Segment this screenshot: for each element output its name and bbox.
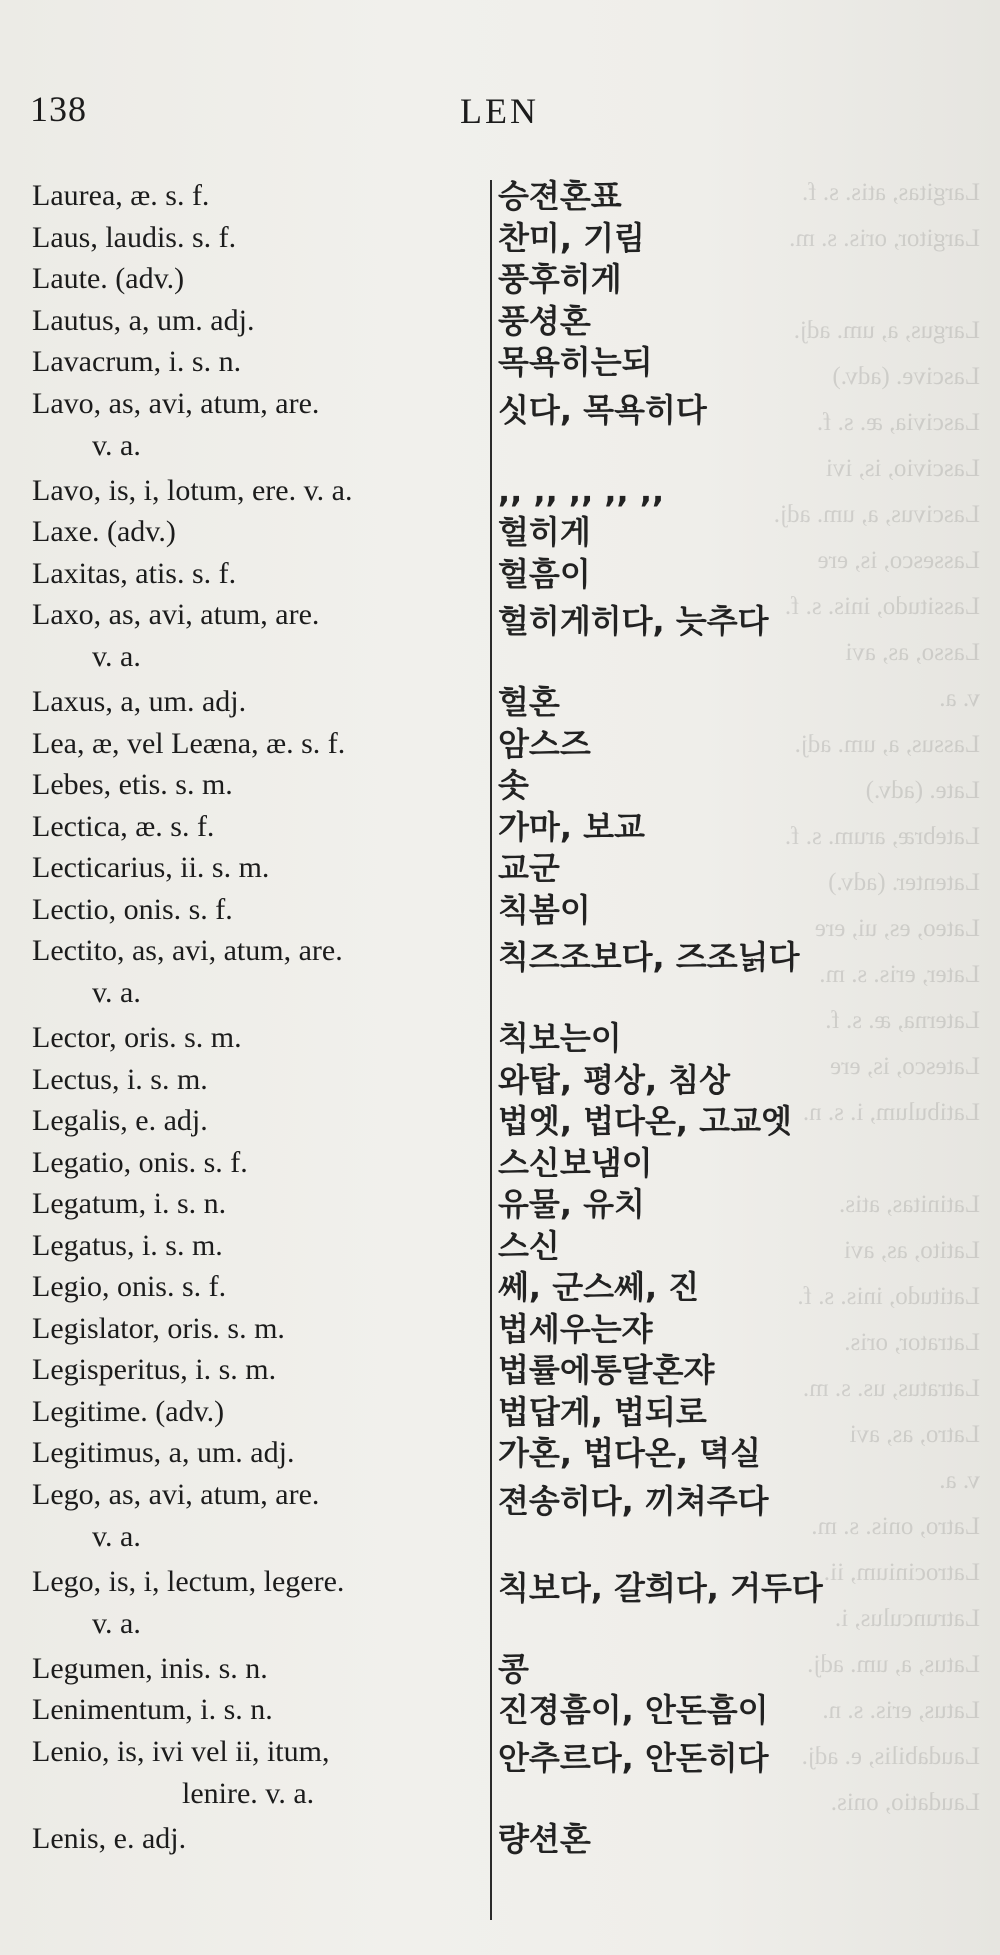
latin-text: Lenio, is, ivi vel ii, itum, <box>32 1734 330 1768</box>
latin-headword <box>32 594 487 678</box>
latin-headword <box>32 1561 487 1645</box>
latin-headword <box>32 1432 487 1474</box>
latin-headword <box>32 764 487 806</box>
latin-text: Lebes, etis. s. m. <box>32 768 233 801</box>
latin-text: Lectus, i. s. m. <box>32 1062 208 1096</box>
latin-text: Legatio, onis. s. f. <box>32 1145 248 1179</box>
korean-gloss: 법세우는쟈 <box>498 1309 653 1348</box>
latin-text: Lectito, as, avi, atum, are. <box>32 934 343 967</box>
korean-gloss: 풍후히게 <box>498 260 622 298</box>
latin-text: Lavo, as, avi, atum, are. <box>32 386 320 420</box>
latin-text: Lecticarius, ii. s. m. <box>32 851 270 884</box>
korean-gloss: 교군 <box>498 849 560 887</box>
latin-headword <box>32 1266 487 1308</box>
korean-gloss: 가마, 보교 <box>498 807 645 846</box>
latin-text: Legumen, inis. s. n. <box>32 1651 268 1685</box>
korean-gloss: 와탑, 평상, 침상 <box>498 1060 731 1099</box>
latin-headword <box>32 341 487 383</box>
latin-text: Legisperitus, i. s. m. <box>32 1353 277 1386</box>
korean-gloss: 법엣, 법다온, 고교엣 <box>498 1102 792 1140</box>
latin-text: Lenimentum, i. s. n. <box>32 1693 273 1726</box>
korean-gloss: 풍셩혼 <box>498 301 591 340</box>
latin-text: Lego, as, avi, atum, are. <box>32 1477 320 1511</box>
latin-text: Lego, is, i, lectum, legere. <box>32 1564 345 1598</box>
page-number: 138 <box>30 89 87 129</box>
korean-gloss: 법률에통달혼쟈 <box>498 1351 715 1389</box>
korean-gloss: 찬미, 기림 <box>498 218 645 257</box>
korean-gloss: 헐히게 <box>498 513 591 551</box>
latin-text: Lautus, a, um. adj. <box>32 303 255 337</box>
korean-gloss: 싯다, 목욕히다 <box>498 390 707 429</box>
bleed-through-text: Largitas, atis. s. f. Largitor, oris. s. m. Largus, a, um. adj. Lascive. (adv.) Lascivia, æ. s. f. Lascivio, is, ivi Lascivus, a, um. adj. Lassesco, is, ere Lassitudo, inis. s. f. Lasso, as, avi v. a. Lassus, a, um. adj. Late. (adv.) Latebræ, arum. s. f. Latenter. (adv.) Lateo, es, ui, ere Later, eris. s. m. Laterna, æ. s. f. Latesco, is, ere Latibulum, i. s. n. Latinitas, atis. Latito, as, avi Latitudo, inis. s. f. Latrator, oris. Latratus, us. s. m. Latro, as, avi v. a. Latro, onis. s. m. Latrocinium, ii. Latrunculus, i. Latus, a, um. adj. Latus, eris. s. n. Laudabilis, e. adj. Laudatio, onis. <box>773 179 980 1816</box>
latin-continuation: v. a. <box>92 976 141 1009</box>
latin-text: Legatum, i. s. n. <box>32 1187 227 1220</box>
latin-headword <box>32 1731 487 1815</box>
latin-text: Laute. (adv.) <box>32 262 185 295</box>
latin-text: Legalis, e. adj. <box>32 1104 208 1137</box>
korean-gloss: 진졍흠이, 안돈흠이 <box>498 1691 769 1729</box>
latin-headword <box>32 1225 487 1267</box>
korean-gloss: 헐혼 <box>498 683 560 721</box>
korean-gloss: 칙보다, 갈희다, 거두다 <box>498 1568 823 1607</box>
latin-headword <box>32 930 487 1014</box>
latin-headword <box>32 847 487 889</box>
latin-headword <box>32 1818 487 1860</box>
latin-headword <box>32 470 487 512</box>
latin-text: Legatus, i. s. m. <box>32 1228 223 1262</box>
latin-headword <box>32 1183 487 1225</box>
latin-headword <box>32 1308 487 1350</box>
latin-text: Legio, onis. s. f. <box>32 1270 227 1303</box>
korean-gloss: 쎄, 군스쎄, 진 <box>498 1268 700 1306</box>
korean-gloss: 헐히게히다, 늣추다 <box>498 602 769 640</box>
latin-headword <box>32 258 487 300</box>
latin-headword <box>32 681 487 723</box>
latin-text: Laxus, a, um. adj. <box>32 685 247 718</box>
latin-headword <box>32 1059 487 1101</box>
latin-text: Lectica, æ. s. f. <box>32 809 215 843</box>
korean-gloss: 스신 <box>498 1226 560 1265</box>
korean-gloss: 칙보는이 <box>498 1019 622 1057</box>
latin-continuation: v. a. <box>92 1519 141 1553</box>
latin-text: Lea, æ, vel Leæna, æ. s. f. <box>32 726 346 760</box>
latin-headword <box>32 383 487 467</box>
latin-text: Lenis, e. adj. <box>32 1821 187 1855</box>
korean-gloss: 가혼, 법다온, 뎍실 <box>498 1434 761 1472</box>
korean-gloss: 콩 <box>498 1649 529 1688</box>
running-head: LEN <box>460 91 539 131</box>
korean-gloss: 승젼혼표 <box>498 177 622 215</box>
korean-gloss: 암스즈 <box>498 724 591 763</box>
korean-gloss: 법답게, 법되로 <box>498 1392 707 1431</box>
korean-gloss: 칙즈조보다, 즈조닑다 <box>498 938 800 976</box>
korean-gloss: 안추르다, 안돈히다 <box>498 1738 769 1777</box>
latin-text: Lavo, is, i, lotum, ere. v. a. <box>32 473 353 507</box>
latin-headword <box>32 806 487 848</box>
latin-headword <box>32 300 487 342</box>
korean-gloss: 스신보냄이 <box>498 1143 653 1182</box>
latin-headword <box>32 1349 487 1391</box>
korean-gloss: 솟 <box>498 766 529 804</box>
column-divider <box>490 180 492 1920</box>
latin-continuation: v. a. <box>92 1606 141 1640</box>
latin-continuation: v. a. <box>92 640 141 673</box>
latin-headword <box>32 217 487 259</box>
korean-gloss: ,, ,, ,, ,, ,, <box>498 471 665 510</box>
latin-headword <box>32 1474 487 1558</box>
korean-gloss: 목욕히는되 <box>498 343 653 381</box>
korean-gloss: 량션혼 <box>498 1819 591 1858</box>
latin-continuation: lenire. v. a. <box>182 1776 315 1810</box>
latin-text: Legitimus, a, um. adj. <box>32 1436 295 1469</box>
latin-text: Lavacrum, i. s. n. <box>32 345 242 378</box>
latin-headword <box>32 1100 487 1142</box>
korean-gloss: 칙봄이 <box>498 890 591 929</box>
latin-text: Laurea, æ. s. f. <box>32 179 210 212</box>
latin-headword <box>32 553 487 595</box>
latin-headword <box>32 723 487 765</box>
latin-headword <box>32 1648 487 1690</box>
korean-gloss: 젼송히다, 끼쳐주다 <box>498 1481 769 1520</box>
latin-continuation: v. a. <box>92 428 141 462</box>
latin-headword <box>32 175 487 217</box>
latin-text: Legislator, oris. s. m. <box>32 1311 285 1345</box>
latin-text: Lector, oris. s. m. <box>32 1021 242 1054</box>
latin-headword <box>32 1142 487 1184</box>
latin-headword <box>32 889 487 931</box>
latin-text: Laxo, as, avi, atum, are. <box>32 598 320 631</box>
latin-headword <box>32 511 487 553</box>
latin-text: Laus, laudis. s. f. <box>32 220 237 254</box>
latin-text: Laxitas, atis. s. f. <box>32 556 237 590</box>
latin-headword <box>32 1017 487 1059</box>
korean-gloss: 유물, 유치 <box>498 1185 645 1223</box>
korean-gloss: 헐흠이 <box>498 554 591 593</box>
latin-headword <box>32 1689 487 1731</box>
latin-headword <box>32 1391 487 1433</box>
latin-text: Lectio, onis. s. f. <box>32 892 233 926</box>
latin-text: Legitime. (adv.) <box>32 1394 225 1428</box>
latin-text: Laxe. (adv.) <box>32 515 176 548</box>
